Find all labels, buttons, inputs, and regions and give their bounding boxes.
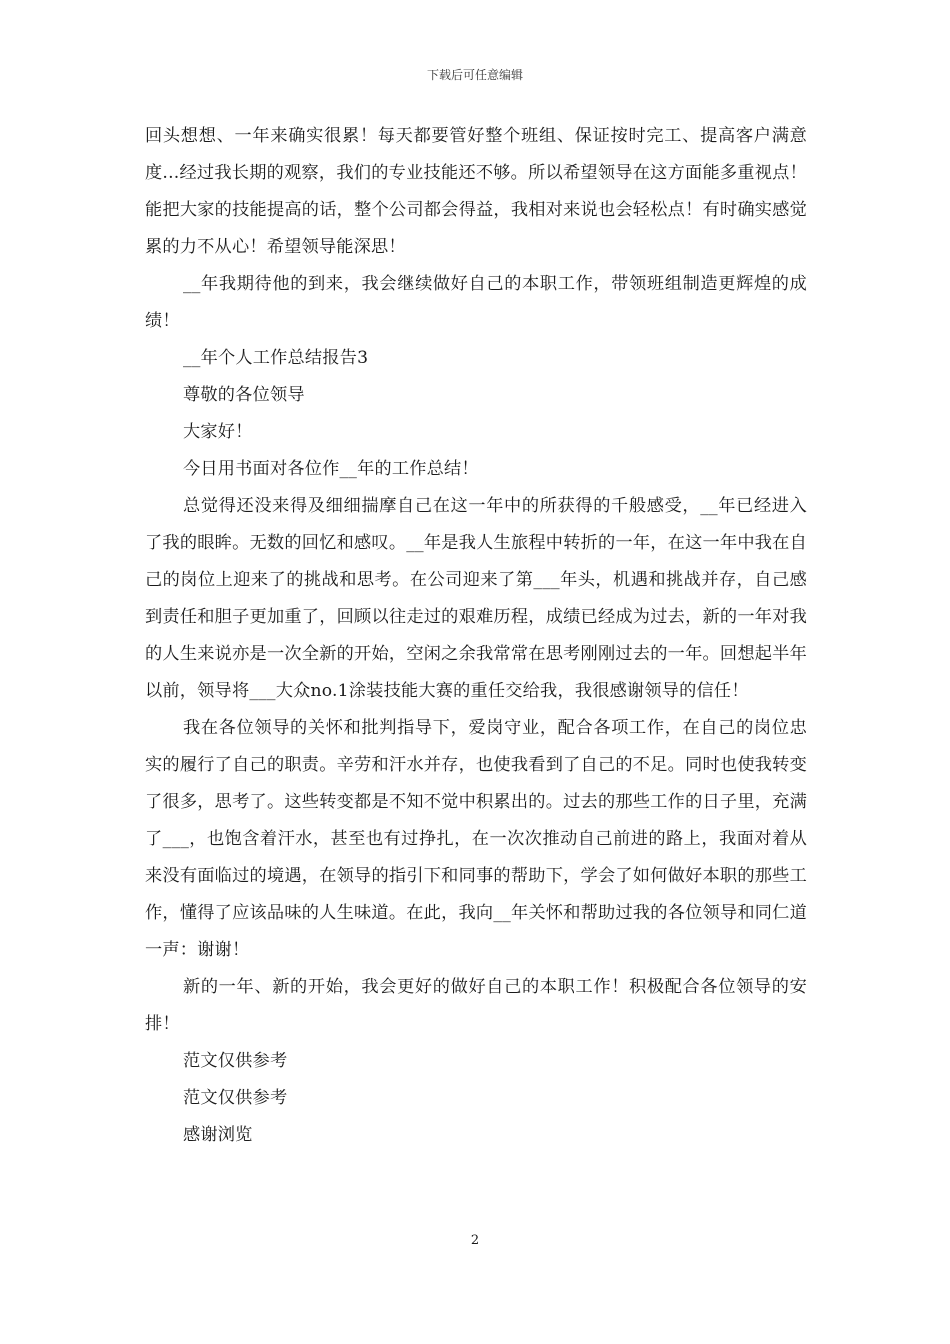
closing-note: 感谢浏览 [183,1125,253,1145]
page-header: 下载后可任意编辑 [426,68,523,82]
paragraph: 新的一年、新的开始，我会更好的做好自己的本职工作！积极配合各位领导的安排！ [145,977,807,1034]
document-body [145,118,807,1154]
section-title: __年个人工作总结报告3 [183,348,369,368]
paragraph: 今日用书面对各位作__年的工作总结！ [183,459,479,479]
closing-note: 范文仅供参考 [183,1088,288,1108]
page-number: 2 [470,1233,480,1248]
paragraph: __年我期待他的到来，我会继续做好自己的本职工作，带领班组制造更辉煌的成绩！ [145,274,807,331]
paragraph: 总觉得还没来得及细细揣摩自己在这一年中的所获得的千般感受，__年已经进入了我的眼眸。无数的回忆和感叹。__年是我人生旅程中转折的一年，在这一年中我在自己的岗位上迎来了的挑战和思考。在公司迎来了第___年头，机遇和挑战并存，自己感到责任和胆子更加重了，回顾以往走过的艰难历程，成绩已经成为过去，新的一年对我的人生来说亦是一次全新的开始，空闲之余我常常在思考刚刚过去的一年。回想起半年以前，领导将___大众no.1涂装技能大赛的重任交给我，我很感谢领导的信任！ [145,496,807,701]
greeting: 大家好！ [183,422,253,442]
closing-note: 范文仅供参考 [183,1051,288,1071]
paragraph: 我在各位领导的关怀和批判指导下，爱岗守业，配合各项工作，在自己的岗位忠实的履行了自己的职责。辛劳和汗水并存，也使我看到了自己的不足。同时也使我转变了很多，思考了。这些转变都是不知不觉中积累出的。过去的那些工作的日子里，充满了___，也饱含着汗水，甚至也有过挣扎，在一次次推动自己前进的路上，我面对着从来没有面临过的境遇，在领导的指引下和同事的帮助下，学会了如何做好本职的那些工作，懂得了应该品味的人生味道。在此，我向__年关怀和帮助过我的各位领导和同仁道一声：谢谢！ [145,718,807,960]
salutation: 尊敬的各位领导 [183,385,305,405]
paragraph: 回头想想、一年来确实很累！每天都要管好整个班组、保证按时完工、提高客户满意度...经过我长期的观察，我们的专业技能还不够。所以希望领导在这方面能多重视点！能把大家的技能提高的话，整个公司都会得益，我相对来说也会轻松点！有时确实感觉累的力不从心！希望领导能深思！ [145,126,807,257]
